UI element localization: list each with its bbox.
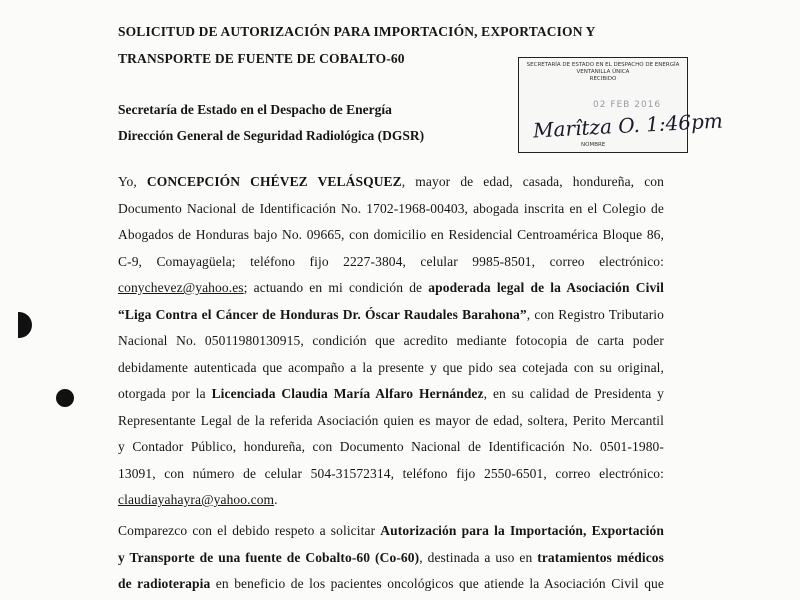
addressee-block bbox=[118, 97, 424, 149]
text-line: claudiayahayra@yahoo.com. bbox=[118, 492, 278, 507]
stamp-received: RECIBIDO bbox=[589, 76, 617, 82]
stamp-date: 02 FEB 2016 bbox=[593, 100, 662, 110]
paragraph-request bbox=[118, 518, 664, 598]
stamp-window: VENTANILLA ÚNICA bbox=[576, 69, 630, 75]
addressee-direccion: Dirección General de Seguridad Radiológica (DGSR) bbox=[118, 128, 425, 143]
text-line: C-9, Comayagüela; teléfono fijo 2227-3804, celular 9985-8501, correo electrónico: bbox=[118, 253, 664, 269]
text-line: 13091, con número de celular 504-31572314, teléfono fijo 2550-6501, correo electrónico: bbox=[118, 465, 664, 481]
text-line: debidamente autenticada que acompaño a la presente y que pido sea cotejada con su original, bbox=[118, 359, 664, 375]
text-line: “Liga Contra el Cáncer de Honduras Dr. Óscar Raudales Barahona”, con Registro Tributario bbox=[118, 306, 664, 322]
stamp-nombre-label: NOMBRE bbox=[581, 142, 606, 148]
email-link[interactable]: conychevez@yahoo.es bbox=[118, 280, 244, 295]
title-line-1: SOLICITUD DE AUTORIZACIÓN PARA IMPORTACIÓN, EXPORTACION Y bbox=[118, 24, 596, 39]
paragraph-applicant bbox=[118, 169, 664, 514]
text-line: Documento Nacional de Identificación No. 1702-1968-00403, abogada inscrita en el Colegio de bbox=[118, 200, 664, 216]
reception-stamp bbox=[518, 57, 724, 153]
text-line: otorgada por la Licenciada Claudia María Alfaro Hernández, en su calidad de Presidenta y bbox=[118, 386, 664, 401]
text-line: conychevez@yahoo.es; actuando en mi condición de apoderada legal de la Asociación Civil bbox=[118, 280, 665, 295]
handwritten-signature: Marîtza O. 1:46pm bbox=[532, 108, 724, 143]
text-line: Comparezco con el debido respeto a solicitar Autorización para la Importación, Exportación bbox=[118, 523, 664, 538]
email-link[interactable]: claudiayahayra@yahoo.com bbox=[118, 492, 275, 507]
text-line: y Transporte de una fuente de Cobalto-60 (Co-60), destinada a uso en tratamientos médicos bbox=[118, 549, 664, 565]
addressee-secretaria: Secretaría de Estado en el Despacho de Energía bbox=[118, 102, 392, 117]
punch-hole-top bbox=[18, 312, 32, 338]
text-line: Abogados de Honduras bajo No. 09665, con domicilio en Residencial Centroamérica Bloque 86, bbox=[118, 227, 664, 242]
title-line-2: TRANSPORTE DE FUENTE DE COBALTO-60 bbox=[118, 51, 405, 66]
text-line: Representante Legal de la referida Asociación quien es mayor de edad, soltera, Perito Mercantil bbox=[118, 412, 664, 428]
text-line: de radioterapia en beneficio de los pacientes oncológicos que atiende la Asociación Civil que bbox=[118, 576, 664, 591]
stamp-agency: SECRETARÍA DE ESTADO EN EL DESPACHO DE ENERGÍA bbox=[526, 62, 680, 68]
text-line: Yo, CONCEPCIÓN CHÉVEZ VELÁSQUEZ, mayor de edad, casada, hondureña, con bbox=[118, 174, 664, 189]
text-line: Nacional No. 05011980130915, condición que acredito mediante fotocopia de carta poder bbox=[118, 333, 664, 348]
punch-hole bbox=[56, 389, 74, 407]
text-line: y Contador Público, hondureña, con Documento Nacional de Identificación No. 0501-1980- bbox=[118, 439, 664, 454]
